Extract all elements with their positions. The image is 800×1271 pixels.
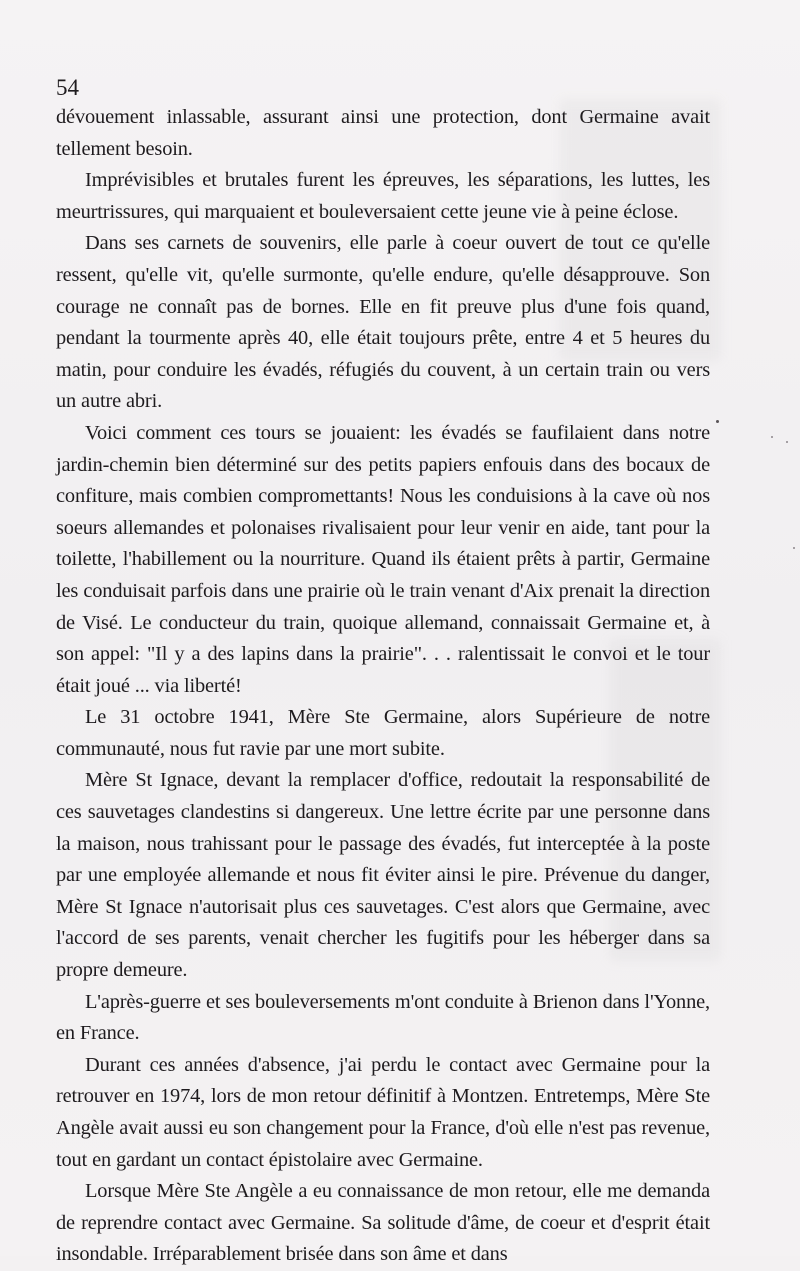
page-number: 54 [56,75,79,100]
paragraph: Le 31 octobre 1941, Mère Ste Germaine, alors Supérieure de notre communauté, nous fut ravie par une mort subite. [56,706,710,760]
paragraph: Voici comment ces tours se jouaient: les évadés se faufilaient dans notre jardin-chemin bien déterminé sur des petits papiers enfouis dans des bocaux de confiture, mais combien compromettants! Nous les conduisions à la cave où nos soeurs allemandes et polonaises rivalisaient pour leur venir en aide, tant pour la toilette, l'habillement ou la nourriture. Quand ils étaient prêts à partir, Germaine les conduisait parfois dans une prairie où le train venant d'Aix prenait la direction de Visé. Le conducteur du train, quoique allemand, connaissait Germaine et, à son appel: "Il y a des lapins dans la prairie". . . ralentissait le convoi et le tour était joué ... via liberté! [56,421,710,697]
paragraph: Dans ses carnets de souvenirs, elle parle à coeur ouvert de tout ce qu'elle ressent, qu'elle vit, qu'elle surmonte, qu'elle endure, qu'elle désapprouve. Son courage ne connaît pas de bornes. Elle en fit preuve plus d'une fois quand, pendant la tourmente après 40, elle était toujours prête, entre 4 et 5 heures du matin, pour conduire les évadés, réfugiés du couvent, à un certain train ou vers un autre abri. [56,232,710,413]
paragraph: dévouement inlassable, assurant ainsi une protection, dont Germaine avait tellement besoin. [56,106,710,160]
paragraph: L'après-guerre et ses bouleversements m'ont conduite à Brienon dans l'Yonne, en France. [56,990,710,1045]
paragraph: Imprévisibles et brutales furent les épreuves, les séparations, les luttes, les meurtrissures, qui marquaient et bouleversaient cette jeune vie à peine éclose. [56,169,710,223]
paragraph: Durant ces années d'absence, j'ai perdu le contact avec Germaine pour la retrouver en 1974, lors de mon retour définitif à Montzen. Entretemps, Mère Ste Angèle avait aussi eu son changement pour la France, d'où elle n'est pas revenue, tout en gardant un contact épistolaire avec Germaine. [56,1053,710,1171]
paragraph: Mère St Ignace, devant la remplacer d'office, redoutait la responsabilité de ces sauvetages clandestins si dangereux. Une lettre écrite par une personne dans la maison, nous trahissant pour le passage des évadés, fut interceptée à la poste par une employée allemande et nous fit éviter ainsi le pire. Prévenue du danger, Mère St Ignace n'autorisait plus ces sauvetages. C'est alors que Germaine, avec l'accord de ses parents, venait chercher les fugitifs pour les héberger dans sa propre demeure. [56,769,710,982]
print-speck [786,441,788,443]
body-text [56,102,710,1271]
print-speck [793,547,795,549]
paragraph: Lorsque Mère Ste Angèle a eu connaissance de mon retour, elle me demanda de reprendre contact avec Germaine. Sa solitude d'âme, de coeur et d'esprit était insondable. Irréparablement brisée dans son âme et dans [56,1180,710,1266]
print-speck [771,436,773,438]
print-speck [716,420,719,423]
